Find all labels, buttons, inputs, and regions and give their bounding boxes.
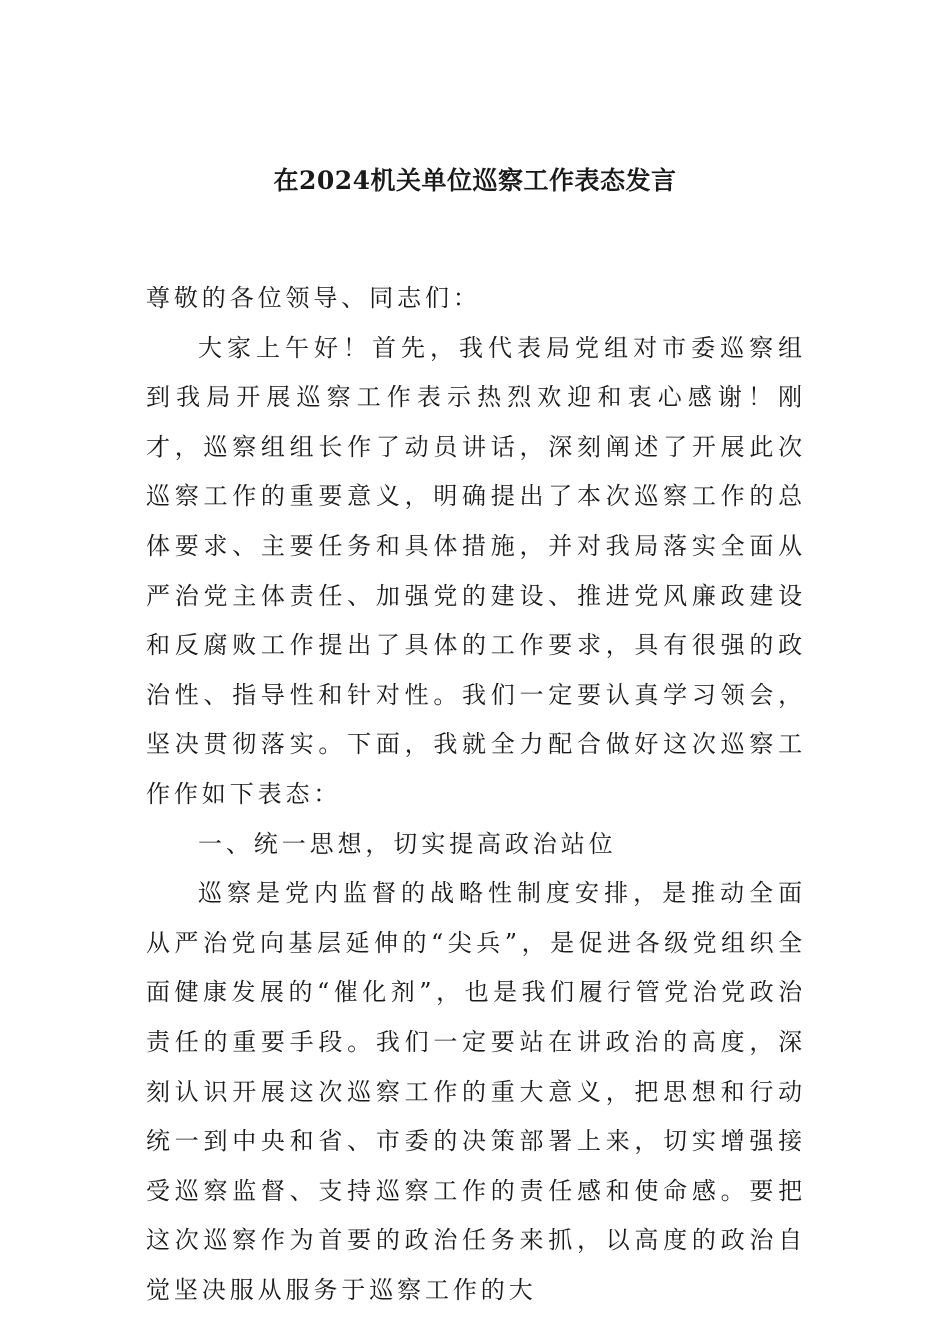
paragraph-opening: 大家上午好！首先，我代表局党组对市委巡察组到我局开展巡察工作表示热烈欢迎和衷心感谢！刚才，巡察组组长作了动员讲话，深刻阐述了开展此次巡察工作的重要意义，明确提出了本次巡察工作的总体要求、主要任务和具体措施，并对我局落实全面从严治党主体责任、加强党的建设、推进党风廉政建设和反腐败工作提出了具体的工作要求，具有很强的政治性、指导性和针对性。我们一定要认真学习领会，坚决贯彻落实。下面，我就全力配合做好这次巡察工作作如下表态： [146, 333, 806, 808]
section-heading-1: 一、统一思想，切实提高政治站位 [198, 829, 617, 858]
salutation: 尊敬的各位领导、同志们： [146, 284, 481, 312]
paragraph-section-1: 巡察是党内监督的战略性制度安排，是推动全面从严治党向基层延伸的“尖兵”，是促进各级党组织全面健康发展的“催化剂”，也是我们履行管党治党政治责任的重要手段。我们一定要站在讲政治的高度，深刻认识开展这次巡察工作的重大意义，把思想和行动统一到中央和省、市委的决策部署上来，切实增强接受巡察监督、支持巡察工作的责任感和使命感。要把这次巡察作为首要的政治任务来抓，以高度的政治自觉坚决服从服务于巡察工作的大 [146, 879, 806, 1304]
document-body [146, 274, 806, 1315]
document-title: 在2024机关单位巡察工作表态发言 [273, 166, 677, 195]
